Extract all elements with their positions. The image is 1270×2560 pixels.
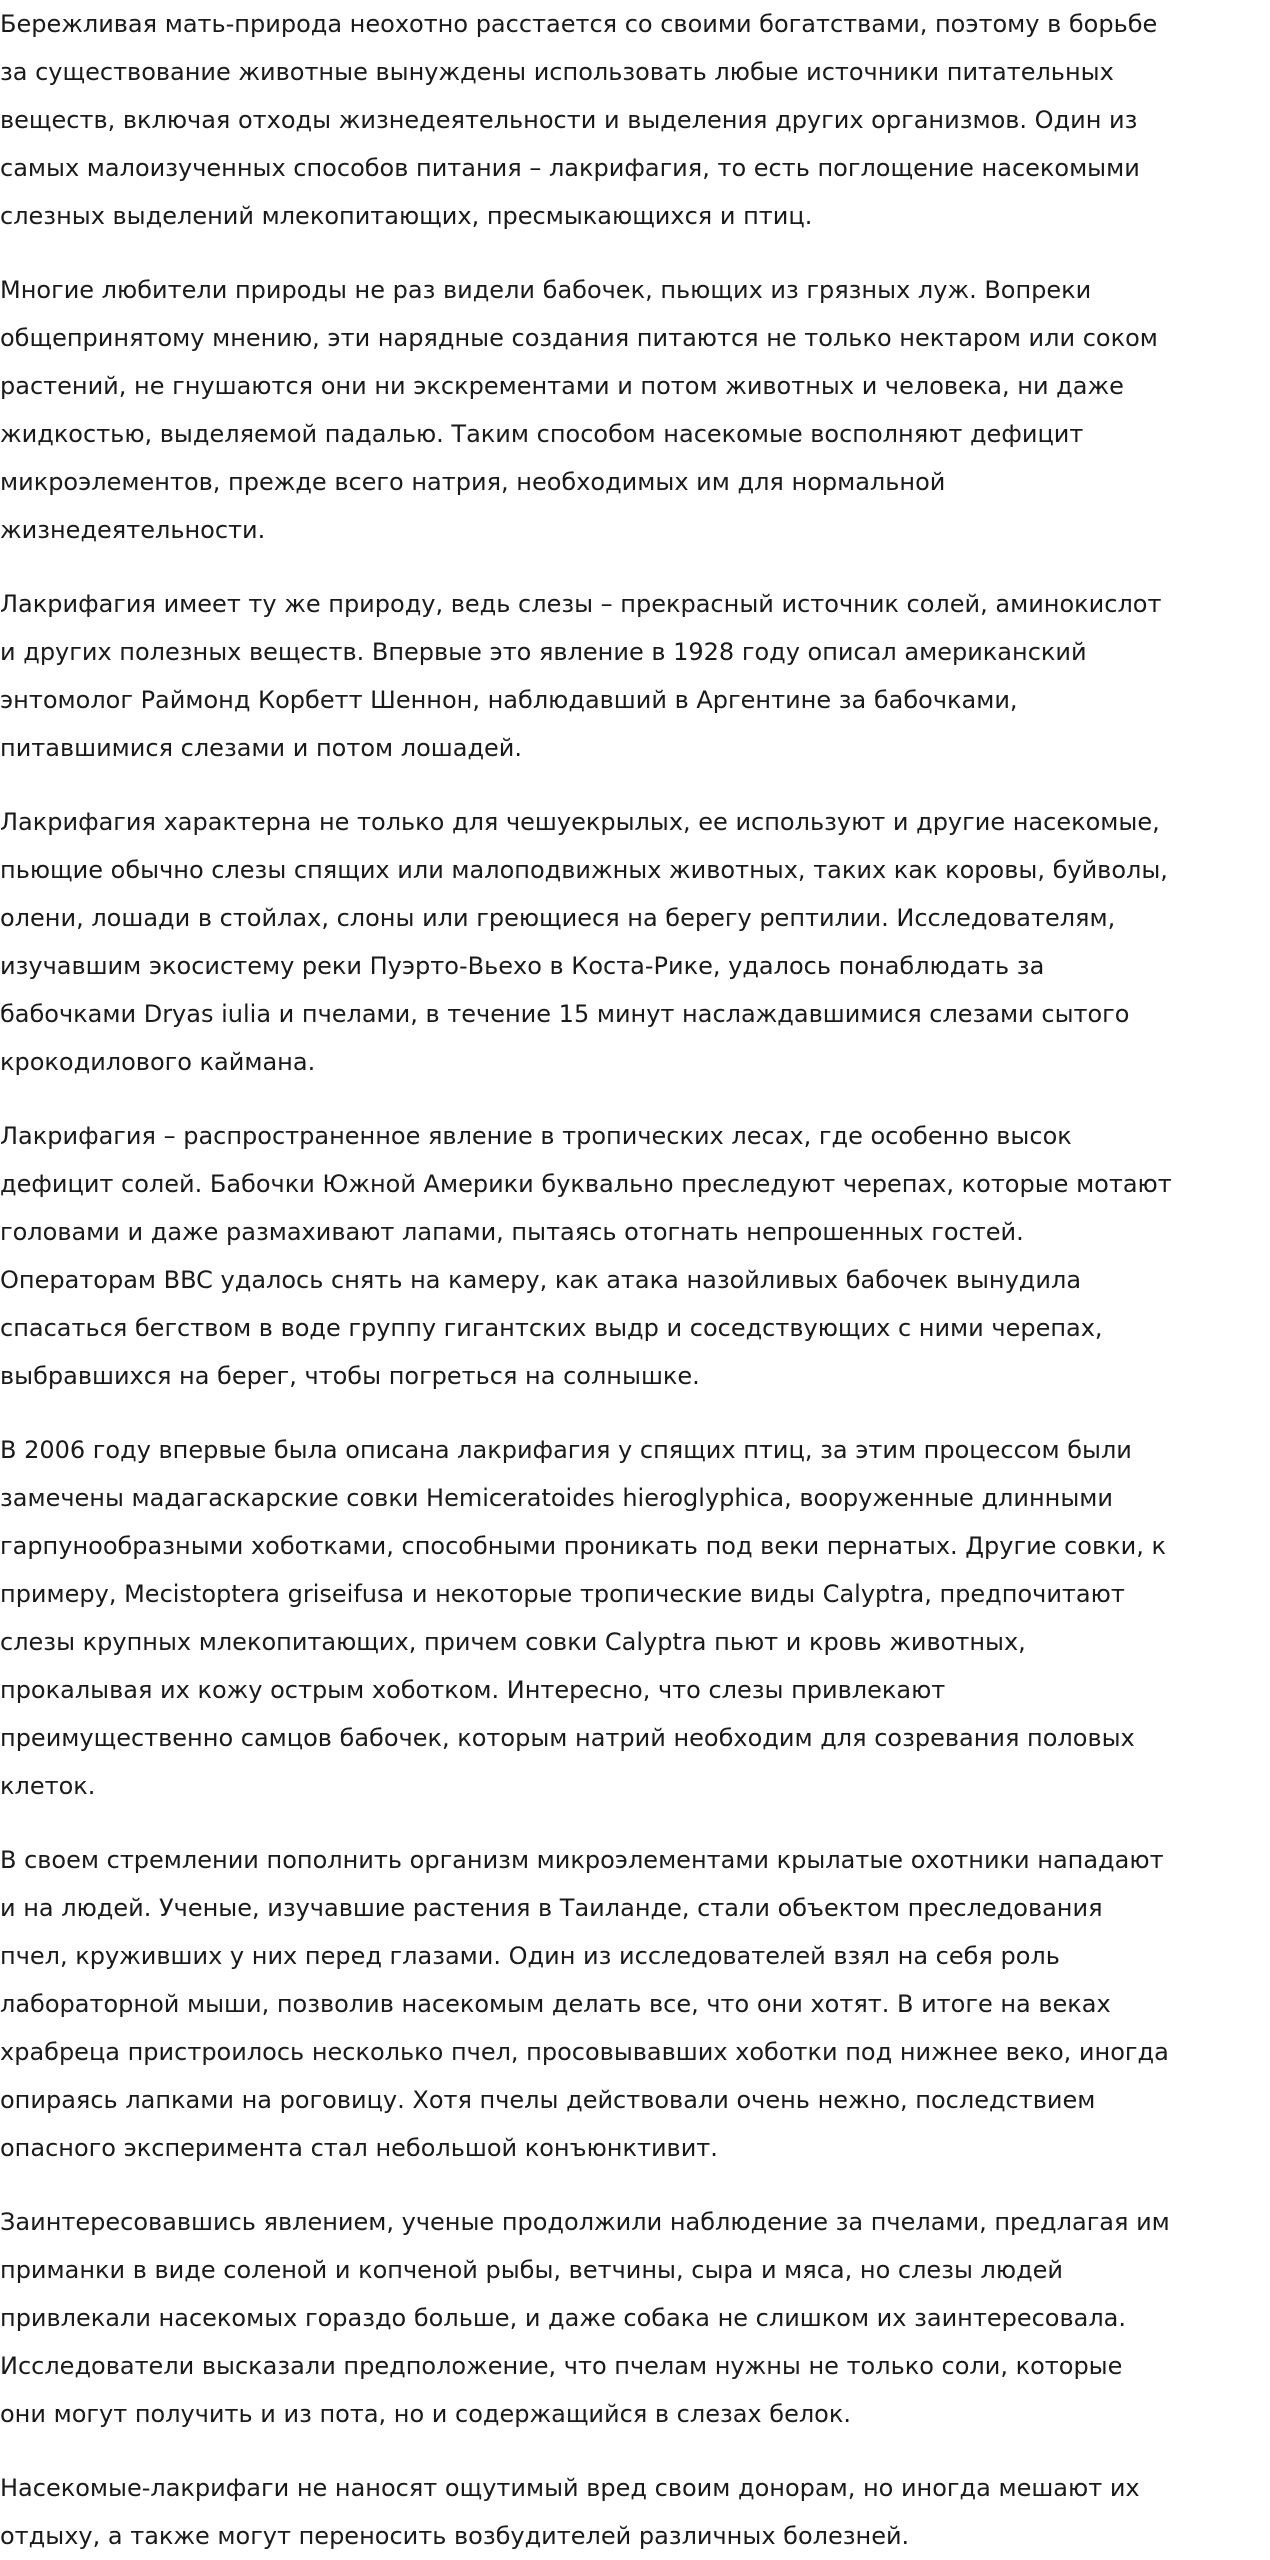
text-line: микроэлементов, прежде всего натрия, необходимых им для нормальной bbox=[0, 468, 946, 496]
text-line: общепринятому мнению, эти нарядные создания питаются не только нектаром или соком bbox=[0, 324, 1158, 352]
text-line: примеру, Mecistoptera griseifusa и некоторые тропические виды Calyptra, предпочитают bbox=[0, 1580, 1125, 1608]
text-line: слезных выделений млекопитающих, пресмыкающихся и птиц. bbox=[0, 202, 813, 230]
text-line: жидкостью, выделяемой падалью. Таким способом насекомые восполняют дефицит bbox=[0, 420, 1084, 448]
text-line: жизнедеятельности. bbox=[0, 516, 266, 544]
text-line: самых малоизученных способов питания – лакрифагия, то есть поглощение насекомыми bbox=[0, 154, 1140, 182]
text-line: питавшимися слезами и потом лошадей. bbox=[0, 734, 523, 762]
text-line: Лакрифагия характерна не только для чешуекрылых, ее используют и другие насекомые, bbox=[0, 808, 1160, 836]
text-line: спасаться бегством в воде группу гигантских выдр и соседствующих с ними черепах, bbox=[0, 1314, 1103, 1342]
text-line: растений, не гнушаются они ни экскрементами и потом животных и человека, ни даже bbox=[0, 372, 1124, 400]
text-line: замечены мадагаскарские совки Hemiceratoides hieroglyphica, вооруженные длинными bbox=[0, 1484, 1114, 1512]
text-line: опираясь лапками на роговицу. Хотя пчелы действовали очень нежно, последствием bbox=[0, 2086, 1096, 2114]
text-line: привлекали насекомых гораздо больше, и даже собака не слишком их заинтересовала. bbox=[0, 2304, 1127, 2332]
text-line: В своем стремлении пополнить организм микроэлементами крылатые охотники нападают bbox=[0, 1846, 1164, 1874]
text-line: Заинтересовавшись явлением, ученые продолжили наблюдение за пчелами, предлагая им bbox=[0, 2208, 1170, 2236]
text-line: Многие любители природы не раз видели бабочек, пьющих из грязных луж. Вопреки bbox=[0, 276, 1092, 304]
text-line: за существование животные вынуждены использовать любые источники питательных bbox=[0, 58, 1114, 86]
text-line: Исследователи высказали предположение, что пчелам нужны не только соли, которые bbox=[0, 2352, 1123, 2380]
text-line: В 2006 году впервые была описана лакрифагия у спящих птиц, за этим процессом были bbox=[0, 1436, 1132, 1464]
text-line: энтомолог Раймонд Корбетт Шеннон, наблюдавший в Аргентине за бабочками, bbox=[0, 686, 1018, 714]
paragraph-7 bbox=[0, 1836, 1270, 2172]
text-line: дефицит солей. Бабочки Южной Америки буквально преследуют черепах, которые мотают bbox=[0, 1170, 1172, 1198]
text-line: и других полезных веществ. Впервые это явление в 1928 году описал американский bbox=[0, 638, 1087, 666]
text-line: прокалывая их кожу острым хоботком. Интересно, что слезы привлекают bbox=[0, 1676, 946, 1704]
text-line: Насекомые-лакрифаги не наносят ощутимый вред своим донорам, но иногда мешают их bbox=[0, 2474, 1140, 2502]
text-line: веществ, включая отходы жизнедеятельности и выделения других организмов. Один из bbox=[0, 106, 1138, 134]
text-line: они могут получить и из пота, но и содержащийся в слезах белок. bbox=[0, 2400, 851, 2428]
text-line: Операторам BBC удалось снять на камеру, как атака назойливых бабочек вынудила bbox=[0, 1266, 1082, 1294]
text-line: лабораторной мыши, позволив насекомым делать все, что они хотят. В итоге на веках bbox=[0, 1990, 1111, 2018]
text-line: изучавшим экосистему реки Пуэрто-Вьехо в Коста-Рике, удалось понаблюдать за bbox=[0, 952, 1045, 980]
text-line: пьющие обычно слезы спящих или малоподвижных животных, таких как коровы, буйволы, bbox=[0, 856, 1168, 884]
text-line: бабочками Dryas iulia и пчелами, в течение 15 минут наслаждавшимися слезами сытого bbox=[0, 1000, 1130, 1028]
text-line: гарпунообразными хоботками, способными проникать под веки пернатых. Другие совки, к bbox=[0, 1532, 1166, 1560]
text-line: слезы крупных млекопитающих, причем совки Calyptra пьют и кровь животных, bbox=[0, 1628, 1026, 1656]
text-line: клеток. bbox=[0, 1772, 96, 1800]
text-line: выбравшихся на берег, чтобы погреться на солнышке. bbox=[0, 1362, 700, 1390]
text-line: Лакрифагия – распространенное явление в тропических лесах, где особенно высок bbox=[0, 1122, 1072, 1150]
text-line: Лакрифагия имеет ту же природу, ведь слезы – прекрасный источник солей, аминокислот bbox=[0, 590, 1162, 618]
paragraph-5 bbox=[0, 1112, 1270, 1400]
text-line: преимущественно самцов бабочек, которым натрий необходим для созревания половых bbox=[0, 1724, 1135, 1752]
text-line: головами и даже размахивают лапами, пытаясь отогнать непрошенных гостей. bbox=[0, 1218, 1024, 1246]
text-line: приманки в виде соленой и копченой рыбы, ветчины, сыра и мяса, но слезы людей bbox=[0, 2256, 1064, 2284]
paragraph-8 bbox=[0, 2198, 1270, 2438]
text-line: пчел, круживших у них перед глазами. Один из исследователей взял на себя роль bbox=[0, 1942, 1060, 1970]
paragraph-6 bbox=[0, 1426, 1270, 1810]
paragraph-9 bbox=[0, 2464, 1270, 2560]
text-line: и на людей. Ученые, изучавшие растения в Таиланде, стали объектом преследования bbox=[0, 1894, 1103, 1922]
paragraph-3 bbox=[0, 580, 1270, 772]
text-line: Бережливая мать-природа неохотно расстается со своими богатствами, поэтому в борьбе bbox=[0, 10, 1158, 38]
paragraph-4 bbox=[0, 798, 1270, 1086]
text-line: крокодилового каймана. bbox=[0, 1048, 316, 1076]
paragraph-1 bbox=[0, 0, 1270, 240]
text-line: опасного эксперимента стал небольшой конъюнктивит. bbox=[0, 2134, 718, 2162]
paragraph-2 bbox=[0, 266, 1270, 554]
text-line: храбреца пристроилось несколько пчел, просовывавших хоботки под нижнее веко, иногда bbox=[0, 2038, 1169, 2066]
text-line: отдыху, а также могут переносить возбудителей различных болезней. bbox=[0, 2522, 910, 2550]
text-line: олени, лошади в стойлах, слоны или греющиеся на берегу рептилии. Исследователям, bbox=[0, 904, 1116, 932]
